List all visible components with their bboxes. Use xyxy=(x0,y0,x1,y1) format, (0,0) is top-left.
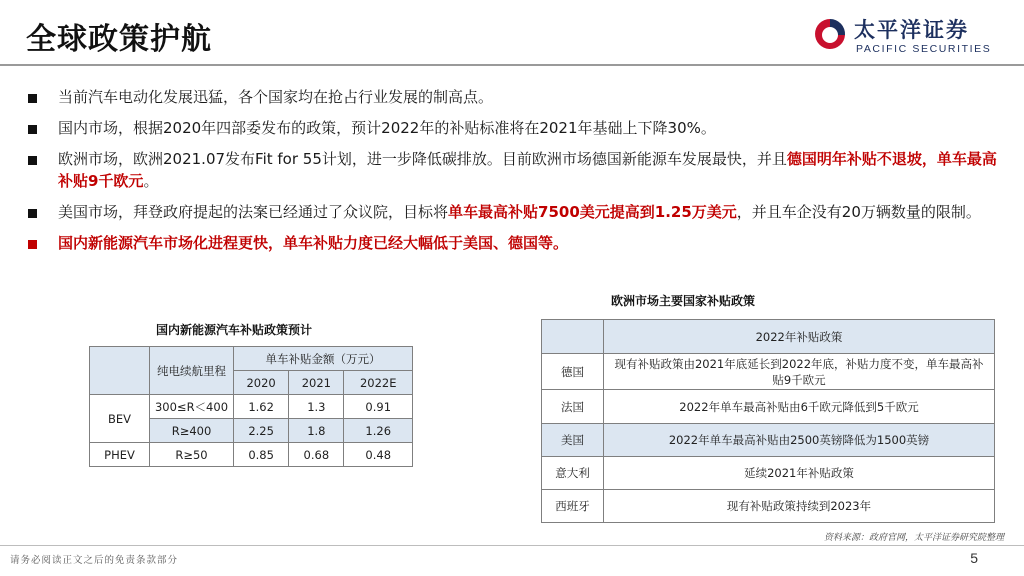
table-row xyxy=(542,390,995,424)
value-cell: 1.8 xyxy=(289,419,344,443)
header-divider xyxy=(0,64,1024,66)
bullet-text: 美国市场，拜登政府提起的法案已经通过了众议院，目标将 xyxy=(58,203,449,221)
table-row xyxy=(542,490,995,523)
vehicle-type: BEV xyxy=(90,395,150,443)
bullet-list xyxy=(26,86,1006,263)
value-cell: 1.26 xyxy=(344,419,413,443)
range-cell: R≥400 xyxy=(150,419,234,443)
policy-cell: 2022年单车最高补贴由6千欧元降低到5千欧元 xyxy=(604,390,995,424)
value-cell: 0.91 xyxy=(344,395,413,419)
country-cell: 西班牙 xyxy=(542,490,604,523)
page-number: 5 xyxy=(970,550,978,566)
value-cell: 0.85 xyxy=(234,443,289,467)
domestic-subsidy-table xyxy=(89,346,413,467)
square-bullet-icon xyxy=(28,156,37,165)
bullet-text: ，并且车企没有20万辆数量的限制。 xyxy=(736,203,981,221)
header-policy: 2022年补贴政策 xyxy=(604,320,995,354)
square-bullet-icon xyxy=(28,94,37,103)
country-cell: 德国 xyxy=(542,354,604,390)
table-row xyxy=(542,457,995,490)
europe-subsidy-table xyxy=(541,319,995,523)
table-row xyxy=(542,424,995,457)
value-cell: 0.68 xyxy=(289,443,344,467)
footer-divider xyxy=(0,545,1024,546)
vehicle-type: PHEV xyxy=(90,443,150,467)
table-row xyxy=(90,395,413,419)
bullet-text: 国内新能源汽车市场化进程更快，单车补贴力度已经大幅低于美国、德国等。 xyxy=(58,234,569,252)
bullet-item xyxy=(26,86,1006,108)
value-cell: 1.62 xyxy=(234,395,289,419)
page-title: 全球政策护航 xyxy=(26,22,212,57)
policy-cell: 现有补贴政策由2021年底延长到2022年底，补贴力度不变，单车最高补贴9千欧元 xyxy=(604,354,995,390)
logo-text-en: PACIFIC SECURITIES xyxy=(856,43,992,55)
table-title-domestic: 国内新能源汽车补贴政策预计 xyxy=(156,323,313,337)
country-cell: 法国 xyxy=(542,390,604,424)
table-row xyxy=(90,443,413,467)
pacific-logo-icon xyxy=(812,16,848,54)
policy-cell: 2022年单车最高补贴由2500英镑降低为1500英镑 xyxy=(604,424,995,457)
bullet-item-conclusion xyxy=(26,232,1006,254)
table-corner-cell xyxy=(90,347,150,395)
country-cell: 意大利 xyxy=(542,457,604,490)
bullet-item xyxy=(26,148,1006,192)
header-year: 2022E xyxy=(344,371,413,395)
table-corner-cell xyxy=(542,320,604,354)
header-year: 2021 xyxy=(289,371,344,395)
square-bullet-icon xyxy=(28,125,37,134)
header-amount: 单车补贴金额（万元） xyxy=(234,347,413,371)
bullet-text: 当前汽车电动化发展迅猛，各个国家均在抢占行业发展的制高点。 xyxy=(58,88,494,106)
bullet-text: 国内市场，根据2020年四部委发布的政策，预计2022年的补贴标准将在2021年基础上下降30%。 xyxy=(58,119,716,137)
table-title-europe: 欧洲市场主要国家补贴政策 xyxy=(611,294,756,308)
source-note: 资料来源：政府官网，太平洋证券研究院整理 xyxy=(823,533,1004,543)
logo-text-cn: 太平洋证券 xyxy=(854,18,969,42)
value-cell: 0.48 xyxy=(344,443,413,467)
bullet-text: 欧洲市场，欧洲2021.07发布Fit for 55计划，进一步降低碳排放。目前欧洲市场德国新能源车发展最快，并且 xyxy=(58,150,787,168)
table-header-row xyxy=(542,320,995,354)
policy-cell: 延续2021年补贴政策 xyxy=(604,457,995,490)
header-year: 2020 xyxy=(234,371,289,395)
range-cell: 300≤R＜400 xyxy=(150,395,234,419)
country-cell: 美国 xyxy=(542,424,604,457)
bullet-text: 。 xyxy=(143,172,159,190)
value-cell: 2.25 xyxy=(234,419,289,443)
disclaimer-text: 请务必阅读正文之后的免责条款部分 xyxy=(10,555,179,566)
table-row xyxy=(542,354,995,390)
header-range: 纯电续航里程 xyxy=(150,347,234,395)
bullet-highlight: 单车最高补贴7500美元提高到1.25万美元 xyxy=(448,203,737,221)
bullet-item xyxy=(26,201,1006,223)
policy-cell: 现有补贴政策持续到2023年 xyxy=(604,490,995,523)
square-bullet-icon xyxy=(28,209,37,218)
value-cell: 1.3 xyxy=(289,395,344,419)
bullet-highlight: 德国明年补贴不退坡，单车最高补贴9千欧元 xyxy=(58,150,997,190)
company-logo xyxy=(812,14,1002,60)
range-cell: R≥50 xyxy=(150,443,234,467)
square-bullet-icon xyxy=(28,240,37,249)
bullet-item xyxy=(26,117,1006,139)
